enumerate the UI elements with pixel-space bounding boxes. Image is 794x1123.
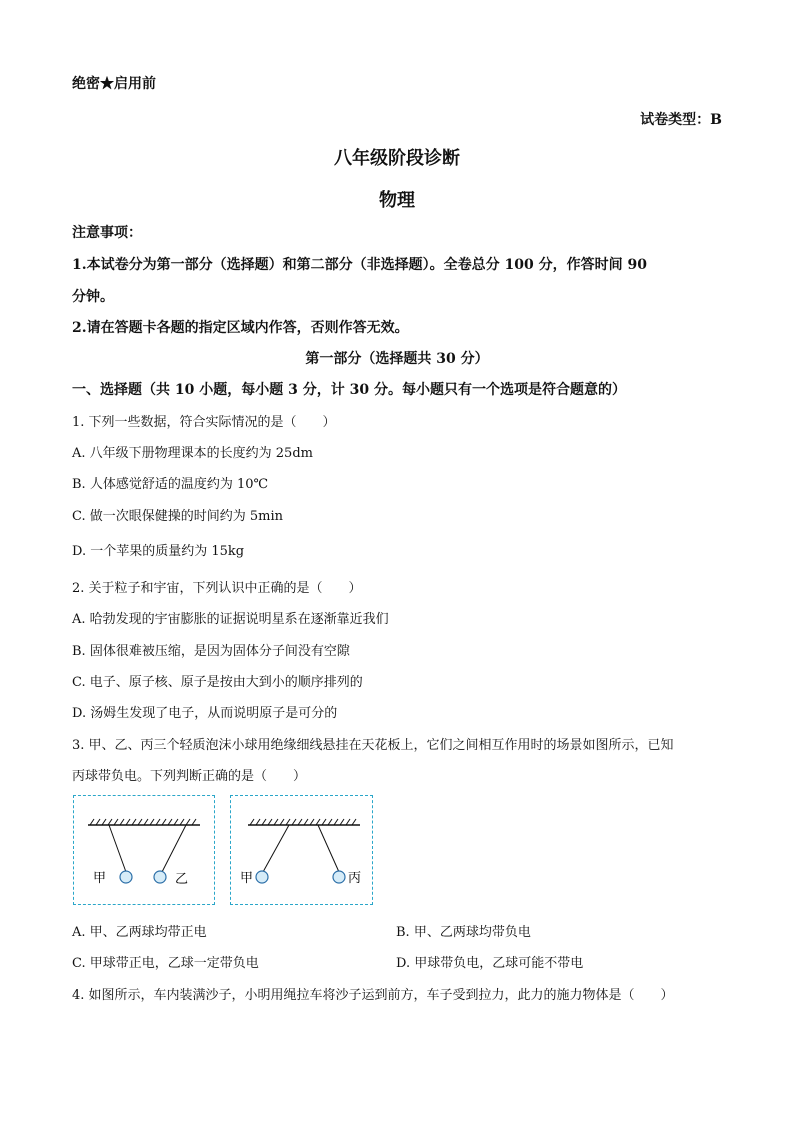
q1-option-c: C. 做一次眼保健操的时间约为 5min [72, 509, 284, 524]
q3-stem-line-2: 丙球带负电。下列判断正确的是（ ） [72, 769, 307, 784]
section-heading: 一、选择题（共 10 小题，每小题 3 分，计 30 分。每小题只有一个选项是符合题意的） [72, 382, 626, 398]
part1-heading: 第一部分（选择题共 30 分） [305, 351, 489, 367]
q1-option-d: D. 一个苹果的质量约为 15kg [72, 544, 245, 559]
q1-stem: 1. 下列一些数据，符合实际情况的是（ ） [72, 415, 336, 430]
label-bing: 丙 [348, 871, 362, 886]
ceiling-hatching [90, 819, 196, 825]
q4-stem: 4. 如图所示，车内装满沙子，小明用绳拉车将沙子运到前方，车子受到拉力，此力的施力物体是（ ） [72, 988, 674, 1003]
notes-heading: 注意事项： [72, 225, 142, 241]
ceiling-hatching [250, 819, 356, 825]
q3-figure-2 [230, 795, 373, 905]
q3-figure-1 [73, 795, 215, 905]
q3-stem-line-1: 3. 甲、乙、丙三个轻质泡沫小球用绝缘细线悬挂在天花板上，它们之间相互作用时的场景如图所示，已知 [72, 738, 674, 753]
q3-option-c: C. 甲球带正电，乙球一定带负电 [72, 956, 259, 971]
q2-option-a: A. 哈勃发现的宇宙膨胀的证据说明星系在逐渐靠近我们 [72, 612, 389, 627]
q3-figure-1-drawing [74, 796, 214, 904]
confidential-mark: 绝密★启用前 [72, 76, 156, 92]
q3-figure-2-drawing [231, 796, 372, 904]
q2-option-d: D. 汤姆生发现了电子，从而说明原子是可分的 [72, 706, 338, 721]
q1-option-b: B. 人体感觉舒适的温度约为 10℃ [72, 477, 269, 492]
ball-jia [120, 871, 132, 883]
ball-yi [154, 871, 166, 883]
q3-option-a: A. 甲、乙两球均带正电 [72, 925, 207, 940]
thread-left [109, 825, 126, 872]
ball-bing [333, 871, 345, 883]
label-yi: 乙 [175, 872, 189, 887]
subject-title: 物理 [379, 190, 415, 211]
note-line-1: 1.本试卷分为第一部分（选择题）和第二部分（非选择题）。全卷总分 100 分，作答时间 90 [72, 257, 647, 273]
paper-type: 试卷类型：B [640, 112, 722, 128]
page-title: 八年级阶段诊断 [334, 148, 460, 169]
note-line-2: 2.请在答题卡各题的指定区域内作答，否则作答无效。 [72, 320, 409, 336]
thread-right [162, 825, 186, 872]
note-line-1-cont: 分钟。 [72, 289, 114, 305]
q1-option-a: A. 八年级下册物理课本的长度约为 25dm [72, 446, 313, 461]
label-jia: 甲 [240, 871, 254, 886]
q2-option-b: B. 固体很难被压缩，是因为固体分子间没有空隙 [72, 644, 350, 659]
q3-option-b: B. 甲、乙两球均带负电 [396, 925, 531, 940]
q2-option-c: C. 电子、原子核、原子是按由大到小的顺序排列的 [72, 675, 363, 690]
label-jia: 甲 [93, 871, 107, 886]
q2-stem: 2. 关于粒子和宇宙，下列认识中正确的是（ ） [72, 581, 362, 596]
thread-left [263, 825, 289, 872]
q3-option-d: D. 甲球带负电，乙球可能不带电 [396, 956, 584, 971]
ball-jia [256, 871, 268, 883]
thread-right [318, 825, 339, 872]
